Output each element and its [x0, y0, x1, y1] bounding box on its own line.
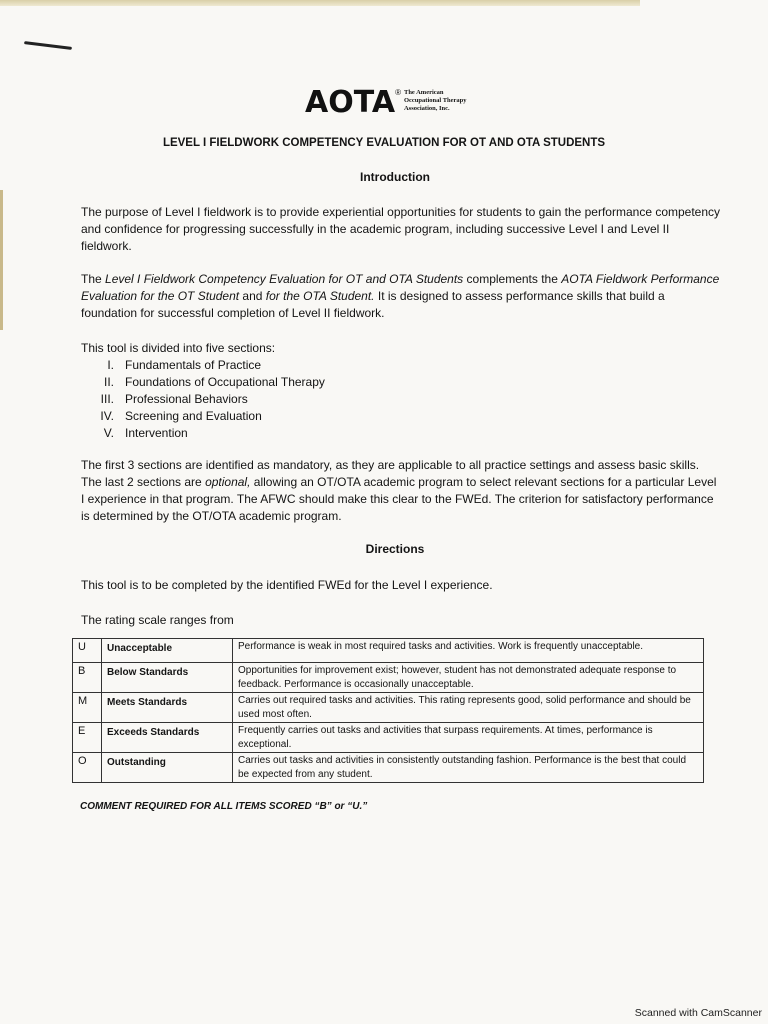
text-run: complements the: [463, 272, 562, 286]
rating-code: M: [73, 693, 102, 723]
list-item-number: V.: [103, 426, 114, 440]
rating-scale-table: [72, 638, 704, 783]
rating-label: Unacceptable: [102, 639, 233, 663]
text-run: and: [239, 289, 266, 303]
rating-label: Exceeds Standards: [102, 723, 233, 753]
rating-description: Performance is weak in most required tasks and activities. Work is frequently unacceptable.: [233, 639, 704, 663]
text-run: The: [81, 272, 106, 286]
rating-scale-intro: The rating scale ranges from: [81, 613, 234, 627]
pen-mark: [24, 41, 72, 50]
text-run: It is designed to assess performance skills that build a foundation for successful completion of Level II fieldwork.: [81, 289, 665, 320]
directions-heading: Directions: [365, 542, 425, 556]
logo-registered-mark: ®: [395, 88, 401, 97]
paper-edge: [0, 0, 640, 6]
text-run-italic: AOTA Fieldwork Performance Evaluation for the OT Student: [81, 272, 720, 303]
paper-edge-left: [0, 190, 3, 330]
rating-code: E: [73, 723, 102, 753]
text-run: The first 3 sections are identified as mandatory, as they are applicable to all practice settings and assess basic skills. The last 2 sections are: [81, 458, 700, 489]
rating-description: Carries out tasks and activities in consistently outstanding fashion. Performance is the best that could be expected from any student.: [233, 753, 704, 783]
table-row: [73, 753, 704, 783]
rating-label: Below Standards: [102, 663, 233, 693]
intro-paragraph-3: [81, 457, 721, 525]
sections-list: [82, 357, 325, 442]
list-item: [82, 391, 325, 408]
logo-caption-line: Occupational Therapy: [403, 97, 467, 104]
text-run-italic: Level I Fieldwork Competency Evaluation for OT and OTA Students: [105, 272, 464, 286]
list-item-label: Foundations of Occupational Therapy: [125, 375, 325, 389]
intro-paragraph-1: The purpose of Level I fieldwork is to provide experiential opportunities for students to gain the performance competency and confidence for progressing successfully in the academic program, including successive Level I and Level II fieldwork.: [81, 205, 721, 253]
comment-requirement-note: COMMENT REQUIRED FOR ALL ITEMS SCORED “B” or “U.”: [80, 801, 368, 812]
document-title: LEVEL I FIELDWORK COMPETENCY EVALUATION FOR OT AND OTA STUDENTS: [162, 137, 606, 149]
list-item-label: Fundamentals of Practice: [125, 358, 262, 372]
rating-code: B: [73, 663, 102, 693]
rating-label: Outstanding: [102, 753, 233, 783]
table-row: [73, 663, 704, 693]
list-item: [82, 425, 325, 442]
table-row: [73, 723, 704, 753]
text-run-italic: for the OTA Student.: [265, 289, 375, 303]
list-item: [82, 408, 325, 425]
rating-code: O: [73, 753, 102, 783]
logo-mark: AOTA: [305, 85, 396, 120]
logo-caption-line: The American: [403, 89, 444, 96]
introduction-heading: Introduction: [360, 170, 430, 184]
rating-description: Carries out required tasks and activities. This rating represents good, solid performance and should be used most often.: [233, 693, 704, 723]
rating-label: Meets Standards: [102, 693, 233, 723]
text-run: allowing an OT/OTA academic program to select relevant sections for a particular Level I experience in that program. The AFWC should make this clear to the FWEd. The criterion for satisfactory performance is determined by the OT/OTA academic program.: [81, 475, 717, 523]
aota-logo: [305, 86, 484, 122]
list-item: [82, 374, 325, 391]
list-item-number: IV.: [100, 409, 114, 423]
list-item: [82, 357, 325, 374]
rating-description: Opportunities for improvement exist; however, student has not demonstrated adequate response to feedback. Performance is occasionally unacceptable.: [233, 663, 704, 693]
logo-caption-line: Association, Inc.: [403, 105, 450, 112]
intro-paragraph-2: [81, 271, 721, 322]
list-item-number: II.: [103, 375, 114, 389]
list-item-label: Intervention: [125, 426, 188, 440]
table-row: [73, 693, 704, 723]
list-item-number: III.: [100, 392, 114, 406]
sections-intro: This tool is divided into five sections:: [81, 341, 276, 355]
scanner-watermark: Scanned with CamScanner: [634, 1007, 762, 1019]
text-run-italic: optional,: [205, 475, 251, 489]
list-item-number: I.: [107, 358, 114, 372]
table-row: [73, 639, 704, 663]
directions-paragraph: This tool is to be completed by the identified FWEd for the Level I experience.: [81, 578, 493, 592]
rating-description: Frequently carries out tasks and activities that surpass requirements. At times, performance is exceptional.: [233, 723, 704, 753]
logo-caption: [404, 89, 484, 113]
list-item-label: Screening and Evaluation: [125, 409, 262, 423]
list-item-label: Professional Behaviors: [125, 392, 248, 406]
rating-code: U: [73, 639, 102, 663]
